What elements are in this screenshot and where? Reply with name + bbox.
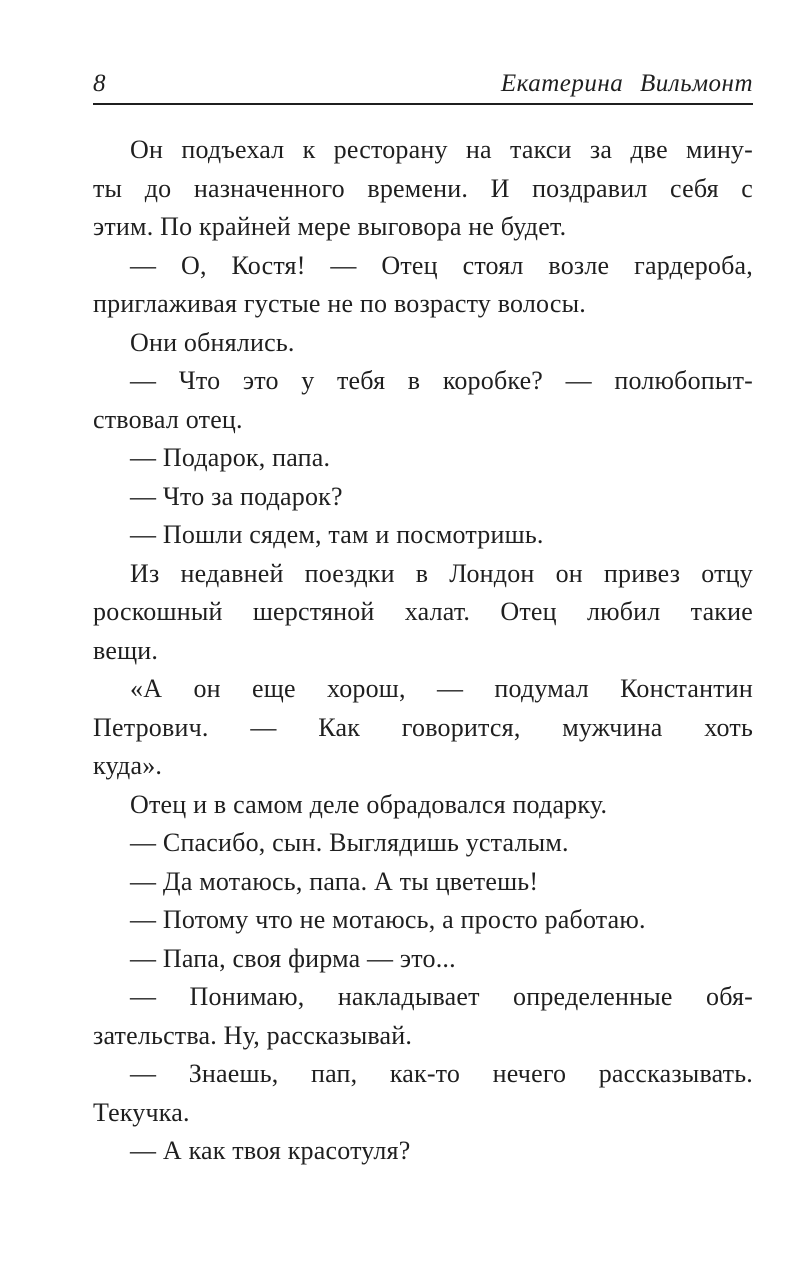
text-line: — О, Костя! — Отец стоял возле гардероба, [130,250,753,280]
text-line: Он подъехал к ресторану на такси за две мину- [130,135,753,164]
paragraph [93,824,753,863]
paragraph [93,670,753,786]
paragraph [93,555,753,671]
text-line: — Что это у тебя в коробке? — полюбопыт- [130,366,753,395]
paragraph [93,901,753,940]
text-line: вещи. [93,635,159,665]
page-number: 8 [93,70,106,97]
paragraph [93,786,753,825]
text-line: — Да мотаюсь, папа. А ты цветешь! [130,866,539,896]
text-line: Отец и в самом деле обрадовался подарку. [130,789,608,819]
text-line: «А он еще хорош, — подумал Константин [130,674,753,703]
text-line: Из недавней поездки в Лондон он привез отцу [130,558,753,588]
page-body [93,131,753,1171]
text-line: ты до назначенного времени. И поздравил себя с [93,173,753,203]
paragraph [93,1132,753,1171]
text-line: — Пошли сядем, там и посмотришь. [130,520,544,549]
paragraph [93,1055,753,1132]
text-line: этим. По крайней мере выговора не будет. [93,212,567,241]
paragraph [93,362,753,439]
running-header [93,70,753,98]
paragraph [93,863,753,902]
text-line: — Что за подарок? [130,481,343,511]
text-line: Текучка. [93,1097,190,1127]
running-header-author: Екатерина Вильмонт [500,70,753,97]
text-line: — А как твоя красотуля? [130,1136,411,1165]
text-line: роскошный шерстяной халат. Отец любил такие [93,597,753,626]
paragraph [93,247,753,324]
paragraph [93,516,753,555]
paragraph [93,439,753,478]
text-line: — Знаешь, пап, как-то нечего рассказывать. [130,1059,753,1088]
text-line: Они обнялись. [130,327,295,357]
text-line: — Подарок, папа. [130,443,331,472]
paragraph [93,324,753,363]
text-line: — Потому что не мотаюсь, а просто работаю. [130,905,646,934]
text-line: — Папа, своя фирма — это... [130,943,456,973]
paragraph [93,478,753,517]
paragraph [93,131,753,247]
text-line: ствовал отец. [93,404,243,434]
text-line: приглаживая густые не по возрасту волосы. [93,289,586,318]
text-line: зательства. Ну, рассказывай. [93,1020,413,1050]
text-line: Петрович. — Как говорится, мужчина хоть [93,712,753,742]
text-line: — Спасибо, сын. Выглядишь усталым. [130,828,569,857]
header-divider [93,103,753,105]
paragraph [93,978,753,1055]
paragraph [93,940,753,979]
text-line: — Понимаю, накладывает определенные обя- [130,982,753,1011]
text-line: куда». [93,751,163,780]
